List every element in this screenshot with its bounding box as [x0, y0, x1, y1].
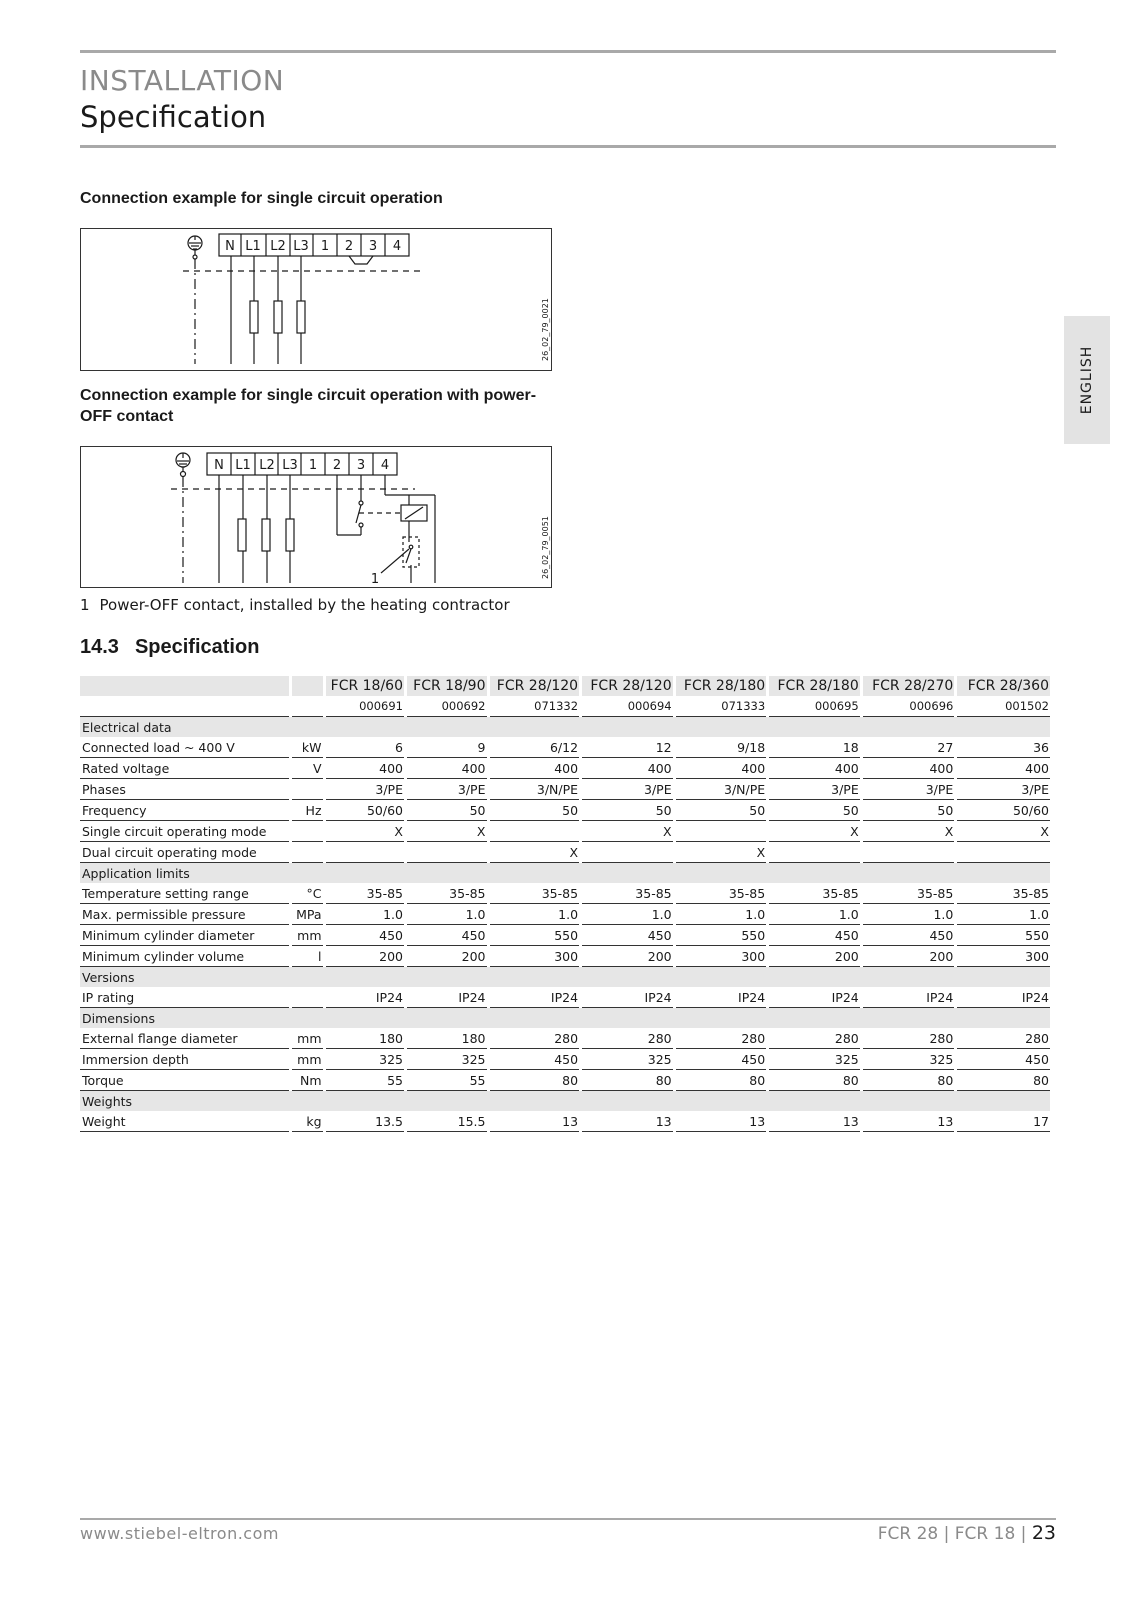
cell-value	[326, 842, 404, 863]
cell-value: 200	[582, 946, 673, 967]
row-unit: Hz	[292, 800, 322, 821]
cell-value: 200	[769, 946, 860, 967]
part-number: 000695	[769, 696, 860, 717]
top-rule	[80, 50, 1056, 53]
cell-value: 80	[676, 1070, 767, 1091]
table-row	[80, 946, 1050, 967]
cell-value: IP24	[407, 987, 487, 1008]
cell-value: 80	[957, 1070, 1050, 1091]
terminal-label: L1	[235, 458, 251, 473]
row-label: Temperature setting range	[80, 883, 289, 904]
group-label: Electrical data	[80, 717, 1050, 737]
table-group-row	[80, 967, 1050, 987]
cell-value	[490, 821, 580, 842]
cell-value: 35-85	[582, 883, 673, 904]
table-row	[80, 883, 1050, 904]
part-number: 000696	[863, 696, 955, 717]
part-number: 071333	[676, 696, 767, 717]
row-unit: mm	[292, 1028, 322, 1049]
footnote	[80, 596, 510, 614]
terminal-label: 4	[380, 458, 390, 473]
cell-value: 325	[407, 1049, 487, 1070]
table-group-row	[80, 1091, 1050, 1111]
cell-value: 200	[863, 946, 955, 967]
cell-value: 325	[863, 1049, 955, 1070]
cell-value: 13.5	[326, 1111, 404, 1132]
model-header: FCR 18/90	[407, 676, 487, 696]
cell-value: 400	[676, 758, 767, 779]
cell-value: 13	[676, 1111, 767, 1132]
row-unit: MPa	[292, 904, 322, 925]
cell-value: X	[769, 821, 860, 842]
table-row	[80, 1111, 1050, 1132]
table-row	[80, 904, 1050, 925]
row-label: Rated voltage	[80, 758, 289, 779]
row-label: Frequency	[80, 800, 289, 821]
cell-value: IP24	[326, 987, 404, 1008]
model-header: FCR 18/60	[326, 676, 404, 696]
terminal-label: N	[225, 239, 235, 254]
header-blank	[292, 676, 322, 696]
row-unit: V	[292, 758, 322, 779]
terminal-label: 3	[368, 239, 378, 254]
cell-value: 1.0	[863, 904, 955, 925]
part-number: 071332	[490, 696, 580, 717]
cell-value: 50	[676, 800, 767, 821]
header-rule	[80, 145, 1056, 148]
cell-value: 35-85	[863, 883, 955, 904]
cell-value: 1.0	[582, 904, 673, 925]
terminal-label: L1	[245, 239, 261, 254]
cell-value: 3/N/PE	[676, 779, 767, 800]
part-number: 000692	[407, 696, 487, 717]
footnote-text: Power-OFF contact, installed by the heating contractor	[99, 596, 510, 614]
terminal-label: 3	[356, 458, 366, 473]
cell-value: IP24	[769, 987, 860, 1008]
cell-value: 50	[863, 800, 955, 821]
cell-value: X	[957, 821, 1050, 842]
cell-value: 80	[863, 1070, 955, 1091]
cell-value: 80	[490, 1070, 580, 1091]
row-label: Connected load ~ 400 V	[80, 737, 289, 758]
row-label: IP rating	[80, 987, 289, 1008]
row-unit: mm	[292, 1049, 322, 1070]
cell-value: IP24	[957, 987, 1050, 1008]
cell-value: 200	[326, 946, 404, 967]
table-code-row	[80, 696, 1050, 717]
cell-value: X	[490, 842, 580, 863]
cell-value: 450	[407, 925, 487, 946]
page-number: 23	[1031, 1522, 1056, 1544]
table-group-row	[80, 717, 1050, 737]
row-unit	[292, 821, 322, 842]
cell-value: 6	[326, 737, 404, 758]
cell-value	[957, 842, 1050, 863]
footer-product: FCR 28 | FCR 18 |	[877, 1524, 1027, 1544]
cell-value	[769, 842, 860, 863]
row-unit: kW	[292, 737, 322, 758]
row-label: Phases	[80, 779, 289, 800]
cell-value: 400	[957, 758, 1050, 779]
cell-value: 300	[490, 946, 580, 967]
cell-value: 1.0	[676, 904, 767, 925]
cell-value: 12	[582, 737, 673, 758]
diagram2-caption: Connection example for single circuit operation with power-OFF contact	[80, 387, 537, 425]
diagram-code: 26_02_79_0021	[541, 298, 550, 361]
cell-value: 280	[676, 1028, 767, 1049]
cell-value: 3/N/PE	[490, 779, 580, 800]
cell-value: X	[676, 842, 767, 863]
cell-value: 35-85	[407, 883, 487, 904]
row-label: Minimum cylinder diameter	[80, 925, 289, 946]
model-header: FCR 28/360	[957, 676, 1050, 696]
cell-value: 280	[490, 1028, 580, 1049]
footer-page-info	[878, 1522, 1056, 1544]
part-number: 001502	[957, 696, 1050, 717]
row-label: Torque	[80, 1070, 289, 1091]
model-header: FCR 28/120	[490, 676, 580, 696]
footer-url[interactable]: www.stiebel-eltron.com	[80, 1524, 279, 1543]
cell-value: 55	[326, 1070, 404, 1091]
cell-value: 1.0	[769, 904, 860, 925]
cell-value: 3/PE	[863, 779, 955, 800]
terminal-label: 2	[344, 239, 354, 254]
cell-value: 35-85	[490, 883, 580, 904]
language-tab-label: ENGLISH	[1079, 345, 1095, 415]
table-row	[80, 842, 1050, 863]
cell-value: 27	[863, 737, 955, 758]
cell-value: 1.0	[957, 904, 1050, 925]
section-title-text: Specification	[134, 636, 260, 658]
cell-value: 450	[676, 1049, 767, 1070]
cell-value: 400	[490, 758, 580, 779]
terminal-label: L2	[270, 239, 286, 254]
cell-value: 400	[407, 758, 487, 779]
cell-value: 9	[407, 737, 487, 758]
cell-value	[582, 842, 673, 863]
language-tab[interactable]	[1064, 316, 1110, 444]
row-label: External flange diameter	[80, 1028, 289, 1049]
model-header: FCR 28/120	[582, 676, 673, 696]
group-label: Dimensions	[80, 1008, 1050, 1028]
row-label: Weight	[80, 1111, 289, 1132]
diagram-callout: 1	[370, 572, 380, 587]
cell-value: IP24	[863, 987, 955, 1008]
cell-value: IP24	[490, 987, 580, 1008]
group-label: Versions	[80, 967, 1050, 987]
cell-value: 550	[490, 925, 580, 946]
table-row	[80, 779, 1050, 800]
cell-value: 280	[582, 1028, 673, 1049]
model-header: FCR 28/270	[863, 676, 955, 696]
footer-rule	[80, 1518, 1056, 1520]
cell-value: 3/PE	[326, 779, 404, 800]
cell-value: X	[582, 821, 673, 842]
row-unit: Nm	[292, 1070, 322, 1091]
table-row	[80, 925, 1050, 946]
cell-value: 400	[582, 758, 673, 779]
cell-value: 13	[769, 1111, 860, 1132]
model-header: FCR 28/180	[676, 676, 767, 696]
cell-value: X	[326, 821, 404, 842]
diagram-code: 26_02_79_0051	[541, 516, 550, 579]
terminal-label: L2	[259, 458, 275, 473]
cell-value: 200	[407, 946, 487, 967]
terminal-label: N	[214, 458, 224, 473]
row-unit: mm	[292, 925, 322, 946]
row-unit: °C	[292, 883, 322, 904]
cell-value: 400	[863, 758, 955, 779]
row-label: Minimum cylinder volume	[80, 946, 289, 967]
code-blank	[80, 696, 289, 717]
terminal-label: L3	[282, 458, 298, 473]
cell-value: 1.0	[326, 904, 404, 925]
cell-value: 80	[582, 1070, 673, 1091]
cell-value: 18	[769, 737, 860, 758]
wiring-diagram-power-off	[81, 447, 551, 587]
cell-value: 450	[957, 1049, 1050, 1070]
table-row	[80, 987, 1050, 1008]
cell-value: 180	[326, 1028, 404, 1049]
cell-value: 450	[490, 1049, 580, 1070]
cell-value: 450	[769, 925, 860, 946]
spec-table-body	[80, 676, 1050, 1132]
cell-value: 50	[769, 800, 860, 821]
wiring-diagram-single	[81, 229, 551, 370]
cell-value: 1.0	[490, 904, 580, 925]
cell-value: 400	[326, 758, 404, 779]
terminal-label: 4	[392, 239, 402, 254]
model-header: FCR 28/180	[769, 676, 860, 696]
cell-value: 50/60	[326, 800, 404, 821]
cell-value: 50	[582, 800, 673, 821]
cell-value: 450	[582, 925, 673, 946]
diagram1-frame	[80, 228, 552, 371]
group-label: Application limits	[80, 863, 1050, 883]
footnote-number: 1	[80, 596, 90, 614]
cell-value: 400	[769, 758, 860, 779]
cell-value: 300	[957, 946, 1050, 967]
row-label: Dual circuit operating mode	[80, 842, 289, 863]
cell-value: 36	[957, 737, 1050, 758]
cell-value: IP24	[582, 987, 673, 1008]
cell-value: X	[407, 821, 487, 842]
cell-value: 17	[957, 1111, 1050, 1132]
spec-table	[77, 676, 1053, 1132]
cell-value: 180	[407, 1028, 487, 1049]
cell-value: 35-85	[326, 883, 404, 904]
cell-value: X	[863, 821, 955, 842]
cell-value: 55	[407, 1070, 487, 1091]
cell-value: 13	[490, 1111, 580, 1132]
cell-value: 550	[957, 925, 1050, 946]
cell-value: 35-85	[957, 883, 1050, 904]
table-group-row	[80, 863, 1050, 883]
row-unit: kg	[292, 1111, 322, 1132]
group-label: Weights	[80, 1091, 1050, 1111]
code-blank	[292, 696, 322, 717]
cell-value: 325	[769, 1049, 860, 1070]
cell-value: 3/PE	[957, 779, 1050, 800]
cell-value: 450	[326, 925, 404, 946]
diagram2-frame	[80, 446, 552, 588]
cell-value	[407, 842, 487, 863]
cell-value: 325	[326, 1049, 404, 1070]
page-title: Specification	[80, 100, 267, 134]
terminal-label: 2	[332, 458, 342, 473]
cell-value: 300	[676, 946, 767, 967]
table-group-row	[80, 1008, 1050, 1028]
cell-value: 13	[863, 1111, 955, 1132]
row-label: Single circuit operating mode	[80, 821, 289, 842]
table-row	[80, 758, 1050, 779]
row-unit	[292, 987, 322, 1008]
terminal-label: 1	[308, 458, 318, 473]
cell-value	[863, 842, 955, 863]
part-number: 000694	[582, 696, 673, 717]
cell-value: 280	[863, 1028, 955, 1049]
cell-value: IP24	[676, 987, 767, 1008]
row-label: Max. permissible pressure	[80, 904, 289, 925]
cell-value: 280	[769, 1028, 860, 1049]
table-row	[80, 1049, 1050, 1070]
cell-value: 1.0	[407, 904, 487, 925]
cell-value: 35-85	[769, 883, 860, 904]
cell-value	[676, 821, 767, 842]
diagram1-caption: Connection example for single circuit operation	[80, 190, 443, 207]
terminal-label: 1	[320, 239, 330, 254]
terminal-label: L3	[293, 239, 309, 254]
cell-value: 3/PE	[582, 779, 673, 800]
section-heading	[80, 636, 259, 659]
cell-value: 13	[582, 1111, 673, 1132]
table-row	[80, 821, 1050, 842]
table-row	[80, 1028, 1050, 1049]
table-row	[80, 800, 1050, 821]
cell-value: 550	[676, 925, 767, 946]
row-unit	[292, 779, 322, 800]
cell-value: 325	[582, 1049, 673, 1070]
cell-value: 15.5	[407, 1111, 487, 1132]
cell-value: 50	[407, 800, 487, 821]
header-blank	[80, 676, 289, 696]
table-header-row	[80, 676, 1050, 696]
cell-value: 280	[957, 1028, 1050, 1049]
cell-value: 80	[769, 1070, 860, 1091]
table-row	[80, 1070, 1050, 1091]
cell-value: 50/60	[957, 800, 1050, 821]
cell-value: 3/PE	[769, 779, 860, 800]
table-row	[80, 737, 1050, 758]
section-title: INSTALLATION	[80, 64, 285, 97]
cell-value: 50	[490, 800, 580, 821]
cell-value: 3/PE	[407, 779, 487, 800]
row-unit: l	[292, 946, 322, 967]
cell-value: 35-85	[676, 883, 767, 904]
cell-value: 450	[863, 925, 955, 946]
cell-value: 9/18	[676, 737, 767, 758]
row-label: Immersion depth	[80, 1049, 289, 1070]
section-number: 14.3	[80, 636, 119, 658]
row-unit	[292, 842, 322, 863]
part-number: 000691	[326, 696, 404, 717]
cell-value: 6/12	[490, 737, 580, 758]
